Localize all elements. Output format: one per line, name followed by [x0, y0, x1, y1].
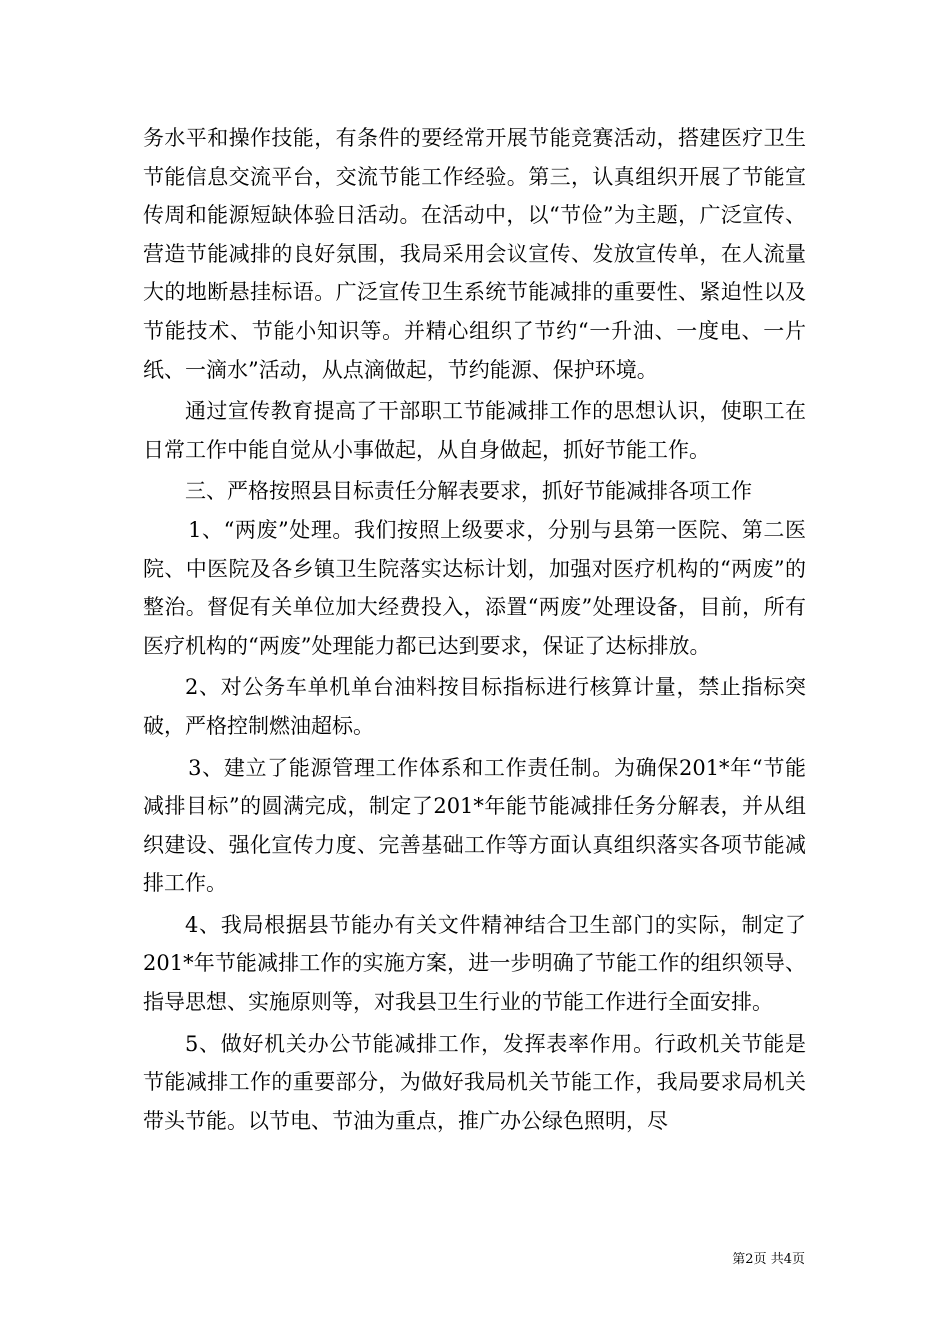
- total-pages-number: 4: [783, 1252, 792, 1267]
- page-suffix: 页: [791, 1252, 805, 1267]
- paragraph-item-4: 4、我局根据县节能办有关文件精神结合卫生部门的实际，制定了201*年节能减排工作的实施方案，进一步明确了节能工作的组织领导、指导思想、实施原则等，对我县卫生行业的节能工作进行全面安排。: [143, 912, 806, 1015]
- paragraph-item-2: 2、对公务车单机单台油料按目标指标进行核算计量，禁止指标突破，严格控制燃油超标。: [143, 675, 806, 738]
- current-page-number: 2: [745, 1252, 754, 1267]
- paragraph-publicity-result: 通过宣传教育提高了干部职工节能减排工作的思想认识，使职工在日常工作中能自觉从小事做起，从自身做起，抓好节能工作。: [143, 399, 806, 462]
- paragraph-continuation: 务水平和操作技能，有条件的要经常开展节能竞赛活动，搭建医疗卫生节能信息交流平台，交流节能工作经验。第三，认真组织开展了节能宣传周和能源短缺体验日活动。在活动中，以“节俭”为主题，广泛宣传、营造节能减排的良好氛围，我局采用会议宣传、发放宣传单，在人流量大的地断悬挂标语。广泛宣传卫生系统节能减排的重要性、紧迫性以及节能技术、节能小知识等。并精心组织了节约“一升油、一度电、一片纸、一滴水”活动，从点滴做起，节约能源、保护环境。: [143, 126, 806, 382]
- paragraph-item-1: 1、“两废”处理。我们按照上级要求，分别与县第一医院、第二医院、中医院及各乡镇卫生院落实达标计划，加强对医疗机构的“两废”的整治。督促有关单位加大经费投入，添置“两废”处理设备，目前，所有医疗机构的“两废”处理能力都已达到要求，保证了达标排放。: [143, 517, 806, 658]
- paragraph-item-5: 5、做好机关办公节能减排工作，发挥表率作用。行政机关节能是节能减排工作的重要部分，为做好我局机关节能工作，我局要求局机关带头节能。以节电、节油为重点，推广办公绿色照明，尽: [143, 1031, 806, 1133]
- document-body: [143, 119, 806, 1140]
- section-heading-3: 三、严格按照县目标责任分解表要求，抓好节能减排各项工作: [185, 479, 752, 504]
- page-middle: 页 共: [753, 1252, 784, 1267]
- paragraph-item-3: 3、建立了能源管理工作体系和工作责任制。为确保201*年“节能减排目标”的圆满完成，制定了201*年能节能减排任务分解表，并从组织建设、强化宣传力度、完善基础工作等方面认真组织落实各项节能减排工作。: [143, 755, 806, 896]
- page-prefix: 第: [732, 1252, 746, 1267]
- page-number-footer: [732, 1248, 805, 1267]
